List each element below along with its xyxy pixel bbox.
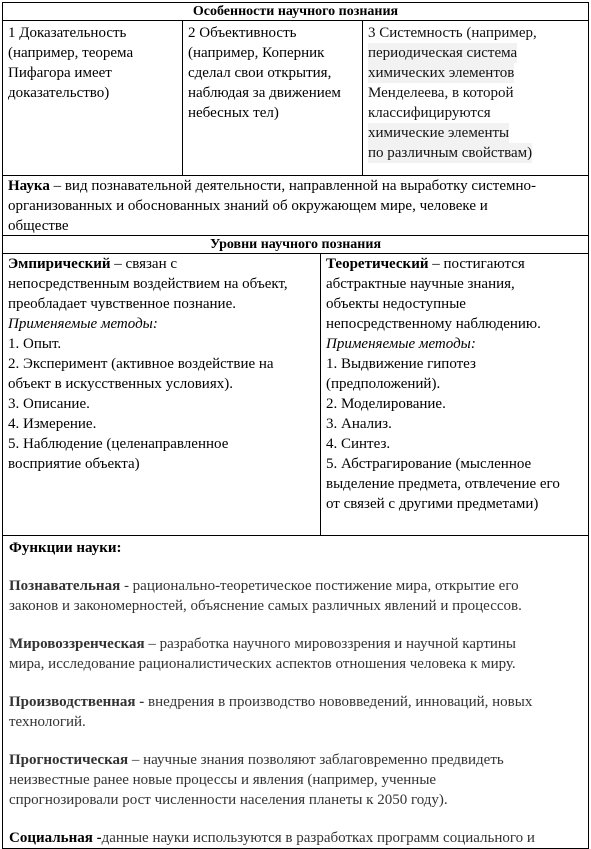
levels-row: [3, 254, 588, 536]
empirical-method: 2. Эксперимент (активное воздействие на: [8, 356, 274, 372]
function-text: мира, исследование рационалистических аспектов отношения человека к миру.: [9, 656, 516, 672]
theoretical-method: 4. Синтез.: [326, 436, 391, 452]
function-item: [9, 692, 582, 712]
feature-line: наблюдая за движением: [188, 85, 341, 101]
theoretical-method: 1. Выдвижение гипотез: [326, 356, 476, 372]
empirical-method: 1. Опыт.: [8, 336, 62, 352]
function-term: Социальная -: [9, 830, 102, 846]
feature-line: классифицируются: [368, 105, 491, 121]
theoretical-text: – постигаются: [432, 256, 525, 272]
feature-objectivity-cell: [183, 21, 363, 175]
theoretical-text: объекты недоступные: [326, 296, 466, 312]
function-text: спрогнозировали рост численности населения планеты к 2050 году).: [9, 792, 448, 808]
feature-line: Пифагора имеет: [8, 65, 112, 81]
feature-line: химические элементы: [368, 125, 510, 141]
feature-line: небесных тел): [188, 105, 279, 121]
theoretical-method: от связей с другими предметами): [326, 496, 539, 512]
functions-section: [3, 536, 588, 848]
feature-line: (например, теорема: [8, 45, 134, 61]
feature-line: Менделеева, в которой: [368, 85, 514, 101]
empirical-method: объект в искусственных условиях).: [8, 376, 233, 392]
theoretical-method: (предположений).: [326, 376, 441, 392]
theoretical-text: абстрактные научные знания,: [326, 276, 515, 292]
theoretical-method: 5. Абстрагирование (мысленное: [326, 456, 532, 472]
empirical-cell: [3, 254, 321, 535]
function-text: технологий.: [9, 714, 86, 730]
science-text: организованных и обоснованных знаний об окружающем мире, человеке и: [8, 198, 488, 214]
function-text: неизвестные ранее новые процессы и явления (например, ученные: [9, 772, 437, 788]
functions-title: Функции науки:: [9, 540, 122, 556]
function-text: - рационально-теоретическое постижение мира, открытие его: [120, 578, 519, 594]
theoretical-method: 3. Анализ.: [326, 416, 392, 432]
function-text: внедрения в производство нововведений, инноваций, новых: [144, 694, 533, 710]
feature-line: 1 Доказательность: [8, 25, 127, 41]
empirical-method: восприятие объекта): [8, 456, 140, 472]
function-term: Мировоззренческая: [9, 636, 145, 652]
theoretical-text: непосредственному наблюдению.: [326, 316, 541, 332]
science-text: – вид познавательной деятельности, направленной на выработку системно-: [53, 178, 536, 194]
feature-line: по различным свойствам): [368, 145, 533, 161]
function-item: [9, 576, 582, 596]
feature-line: химических элементов: [368, 65, 515, 81]
empirical-term: Эмпирический: [8, 256, 111, 272]
knowledge-table: [2, 2, 589, 849]
function-text: законов и закономерностей, объяснение самых различных явлений и процессов.: [9, 598, 522, 614]
function-item: [9, 634, 582, 654]
empirical-method: 5. Наблюдение (целенаправленное: [8, 436, 229, 452]
function-text: данные науки используются в разработках программ социального и: [101, 830, 535, 846]
theoretical-method: 2. Моделирование.: [326, 396, 446, 412]
empirical-text: преобладает чувственное познание.: [8, 296, 236, 312]
empirical-methods-label: Применяемые методы:: [8, 316, 158, 332]
empirical-text: – связан с: [114, 256, 178, 272]
science-text: обществе: [8, 218, 69, 234]
function-term: Прогностическая: [9, 752, 129, 768]
function-item: [9, 828, 582, 848]
levels-header: Уровни научного познания: [3, 236, 588, 254]
theoretical-cell: [321, 254, 588, 535]
empirical-text: непосредственным воздействием на объект,: [8, 276, 288, 292]
feature-line: сделал свои открытия,: [188, 65, 332, 81]
theoretical-methods-label: Применяемые методы:: [326, 336, 476, 352]
feature-line: доказательство): [8, 85, 110, 101]
empirical-method: 3. Описание.: [8, 396, 90, 412]
feature-proof-cell: [3, 21, 183, 175]
function-item: [9, 750, 582, 770]
science-definition-row: [3, 176, 588, 236]
theoretical-method: выделение предмета, отвлечение его: [326, 476, 560, 492]
feature-line: периодическая система: [368, 45, 518, 61]
function-term: Производственная -: [9, 694, 145, 710]
feature-line: 3 Системность (например,: [368, 25, 537, 41]
feature-line: 2 Объективность: [188, 25, 297, 41]
function-text: – научные знания позволяют заблаговременно предвидеть: [128, 752, 504, 768]
function-term: Познавательная: [9, 578, 121, 594]
feature-systematic-cell: [363, 21, 588, 175]
features-row: [3, 21, 588, 176]
empirical-method: 4. Измерение.: [8, 416, 97, 432]
feature-line: (например, Коперник: [188, 45, 325, 61]
features-header: Особенности научного познания: [3, 3, 588, 21]
theoretical-term: Теоретический: [326, 256, 429, 272]
function-text: – разработка научного мировоззрения и научной картины: [144, 636, 517, 652]
science-term: Наука: [8, 178, 50, 194]
